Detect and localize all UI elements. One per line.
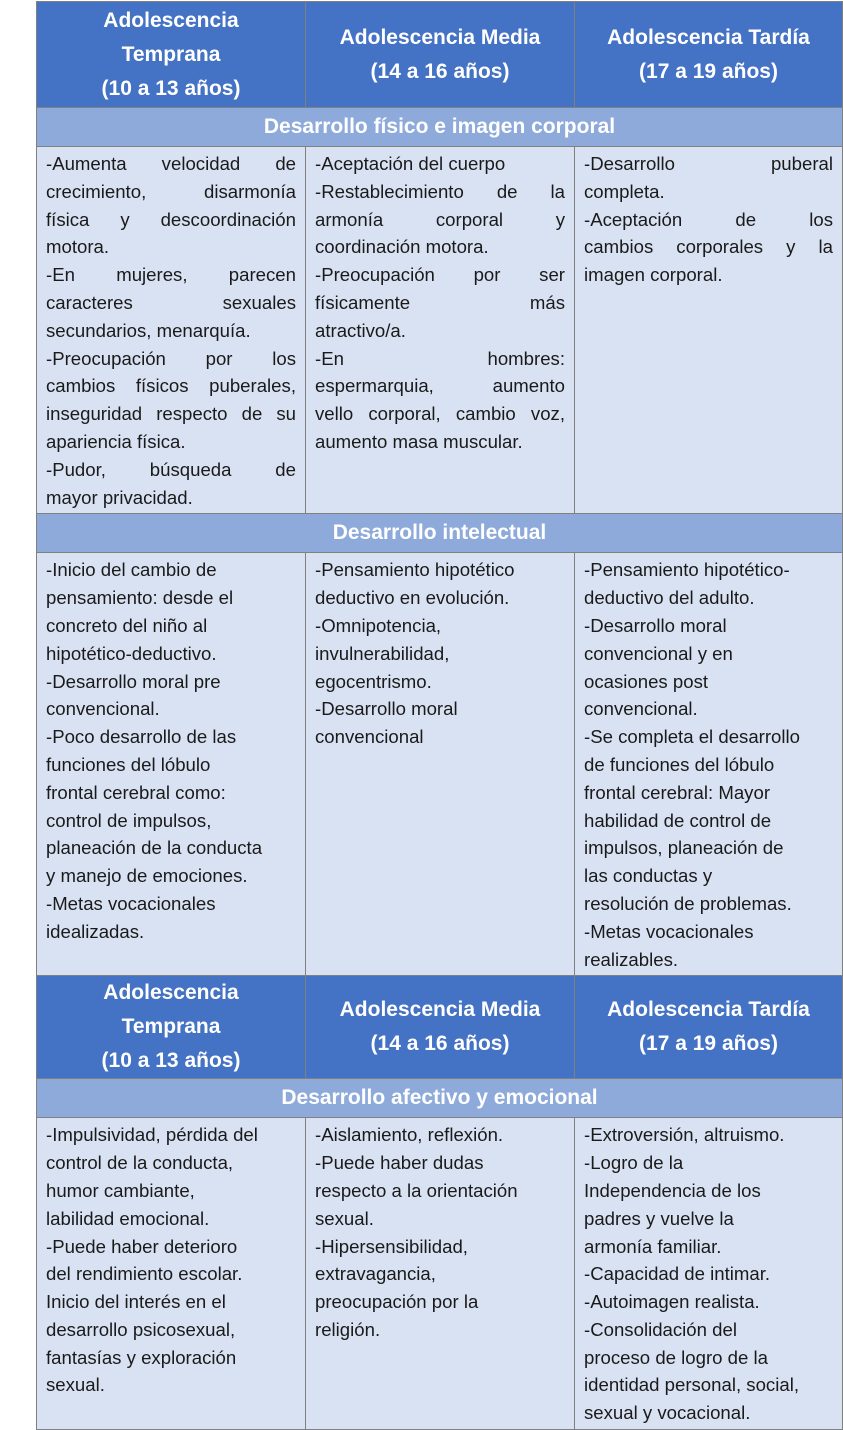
text-line: las conductas y bbox=[584, 865, 713, 887]
text-line: crecimiento, disarmonía bbox=[46, 180, 296, 202]
header-middle-repeat-line1: Adolescencia Media bbox=[339, 998, 541, 1022]
section-row-intellectual bbox=[37, 514, 843, 553]
header-middle-repeat-line2: (14 a 16 años) bbox=[370, 1032, 510, 1056]
text-line: deductivo en evolución. bbox=[315, 587, 510, 609]
header-early-line1: Adolescencia bbox=[103, 8, 239, 32]
text-line: -Aceptación de los bbox=[584, 208, 833, 230]
text-line: secundarios, menarquía. bbox=[46, 319, 251, 341]
header-early-line2: Temprana bbox=[121, 42, 221, 66]
header-middle bbox=[306, 2, 575, 108]
text-line: de funciones del lóbulo bbox=[584, 753, 775, 775]
text-line: cambios corporales y la bbox=[584, 236, 833, 258]
text-line: -Desarrollo moral bbox=[584, 614, 727, 636]
cell-intellectual-early bbox=[37, 553, 306, 976]
text-line: frontal cerebral como: bbox=[46, 781, 226, 803]
text-line: padres y vuelve la bbox=[584, 1207, 734, 1229]
text-line: -Restablecimiento de la bbox=[315, 180, 565, 202]
header-middle-line2: (14 a 16 años) bbox=[370, 59, 510, 83]
text-line: -Se completa el desarrollo bbox=[584, 726, 800, 748]
text-line: realizables. bbox=[584, 948, 679, 970]
text-line: armonía familiar. bbox=[584, 1235, 722, 1257]
header-late bbox=[575, 2, 843, 108]
text-line: -En hombres: bbox=[315, 347, 565, 369]
text-line: del rendimiento escolar. bbox=[46, 1263, 243, 1285]
text-line: funciones del lóbulo bbox=[46, 753, 211, 775]
text-line: -Aceptación del cuerpo bbox=[315, 153, 506, 174]
text-line: -Logro de la bbox=[584, 1152, 684, 1174]
text-line: -Pensamiento hipotético- bbox=[584, 559, 790, 581]
text-line: control de impulsos, bbox=[46, 809, 212, 831]
text-line: armonía corporal y bbox=[315, 208, 565, 230]
text-line: atractivo/a. bbox=[315, 319, 406, 341]
text-line: imagen corporal. bbox=[584, 264, 723, 286]
text-line: -Poco desarrollo de las bbox=[46, 726, 237, 748]
text-line: -Omnipotencia, bbox=[315, 614, 442, 636]
text-line: resolución de problemas. bbox=[584, 892, 792, 914]
header-row-repeat bbox=[37, 976, 843, 1079]
text-line: planeación de la conducta bbox=[46, 837, 263, 859]
text-line: -Puede haber dudas bbox=[315, 1152, 484, 1174]
header-late-repeat-line1: Adolescencia Tardía bbox=[607, 998, 810, 1022]
text-line: fantasías y exploración bbox=[46, 1346, 237, 1368]
section-title-intellectual: Desarrollo intelectual bbox=[37, 514, 843, 553]
text-line: invulnerabilidad, bbox=[315, 642, 450, 664]
text-line: -Aumenta velocidad de bbox=[46, 153, 296, 174]
text-line: control de la conducta, bbox=[46, 1152, 234, 1174]
header-row bbox=[37, 2, 843, 108]
section-row-physical bbox=[37, 108, 843, 147]
text-line: -Aislamiento, reflexión. bbox=[315, 1124, 504, 1146]
text-line: -En mujeres, parecen bbox=[46, 264, 296, 286]
text-line: completa. bbox=[584, 180, 665, 202]
text-line: -Hipersensibilidad, bbox=[315, 1235, 468, 1257]
header-early bbox=[37, 2, 306, 108]
header-middle-line1: Adolescencia Media bbox=[339, 25, 541, 49]
text-line: convencional. bbox=[584, 698, 698, 720]
text-line: pensamiento: desde el bbox=[46, 587, 234, 609]
header-early-repeat-line2: Temprana bbox=[121, 1015, 221, 1039]
cell-physical-early bbox=[37, 147, 306, 514]
text-line: -Extroversión, altruismo. bbox=[584, 1124, 785, 1146]
section-title-physical: Desarrollo físico e imagen corporal bbox=[37, 108, 843, 147]
text-line: -Metas vocacionales bbox=[46, 892, 216, 914]
text-line: -Preocupación por los bbox=[46, 347, 296, 369]
text-line: -Desarrollo puberal bbox=[584, 153, 833, 174]
text-line: egocentrismo. bbox=[315, 670, 432, 692]
cell-affective-early bbox=[37, 1118, 306, 1430]
cell-affective-late bbox=[575, 1118, 843, 1430]
text-line: Inicio del interés en el bbox=[46, 1291, 226, 1313]
text-line: -Consolidación del bbox=[584, 1318, 737, 1340]
text-line: -Desarrollo moral bbox=[315, 698, 458, 720]
text-line: -Puede haber deterioro bbox=[46, 1235, 238, 1257]
text-line: convencional bbox=[315, 726, 424, 748]
header-early-repeat-line1: Adolescencia bbox=[103, 981, 239, 1005]
text-line: vello corporal, cambio voz, bbox=[315, 403, 565, 425]
text-line: espermarquia, aumento bbox=[315, 375, 565, 397]
content-row-affective bbox=[37, 1118, 843, 1430]
section-row-affective bbox=[37, 1079, 843, 1118]
text-line: Independencia de los bbox=[584, 1179, 761, 1201]
text-line: -Pensamiento hipotético bbox=[315, 559, 515, 581]
text-line: físicamente más bbox=[315, 291, 565, 313]
text-line: frontal cerebral: Mayor bbox=[584, 781, 771, 803]
text-line: identidad personal, social, bbox=[584, 1374, 799, 1396]
text-line: concreto del niño al bbox=[46, 614, 208, 636]
text-line: mayor privacidad. bbox=[46, 486, 193, 508]
header-late-line2: (17 a 19 años) bbox=[639, 59, 778, 83]
text-line: ocasiones post bbox=[584, 670, 709, 692]
text-line: sexual. bbox=[315, 1207, 374, 1229]
text-line: extravagancia, bbox=[315, 1263, 436, 1285]
text-line: desarrollo psicosexual, bbox=[46, 1318, 236, 1340]
cell-affective-middle bbox=[306, 1118, 575, 1430]
header-late-line1: Adolescencia Tardía bbox=[607, 25, 810, 49]
text-line: deductivo del adulto. bbox=[584, 587, 755, 609]
text-line: -Autoimagen realista. bbox=[584, 1291, 760, 1313]
text-line: motora. bbox=[46, 236, 110, 258]
text-line: idealizadas. bbox=[46, 920, 145, 942]
cell-intellectual-middle bbox=[306, 553, 575, 976]
content-row-intellectual bbox=[37, 553, 843, 976]
text-line: apariencia física. bbox=[46, 430, 186, 452]
header-late-repeat bbox=[575, 976, 843, 1079]
text-line: humor cambiante, bbox=[46, 1179, 195, 1201]
text-line: inseguridad respecto de su bbox=[46, 403, 296, 425]
text-line: coordinación motora. bbox=[315, 236, 489, 258]
cell-physical-middle bbox=[306, 147, 575, 514]
cell-intellectual-late bbox=[575, 553, 843, 976]
text-line: física y descoordinación bbox=[46, 208, 296, 230]
header-late-repeat-line2: (17 a 19 años) bbox=[639, 1032, 778, 1056]
adolescence-table bbox=[36, 1, 843, 1430]
text-line: -Capacidad de intimar. bbox=[584, 1263, 771, 1285]
text-line: cambios físicos puberales, bbox=[46, 375, 296, 397]
text-line: -Desarrollo moral pre bbox=[46, 670, 221, 692]
text-line: -Preocupación por ser bbox=[315, 264, 565, 286]
text-line: sexual y vocacional. bbox=[584, 1402, 751, 1424]
header-early-repeat-line3: (10 a 13 años) bbox=[101, 1049, 241, 1073]
text-line: preocupación por la bbox=[315, 1291, 479, 1313]
section-title-affective: Desarrollo afectivo y emocional bbox=[37, 1079, 843, 1118]
text-line: convencional y en bbox=[584, 642, 733, 664]
text-line: sexual. bbox=[46, 1374, 105, 1396]
text-line: -Metas vocacionales bbox=[584, 920, 754, 942]
header-early-line3: (10 a 13 años) bbox=[101, 76, 241, 100]
text-line: caracteres sexuales bbox=[46, 291, 296, 313]
cell-physical-late bbox=[575, 147, 843, 514]
text-line: aumento masa muscular. bbox=[315, 430, 523, 452]
header-middle-repeat bbox=[306, 976, 575, 1079]
text-line: -Pudor, búsqueda de bbox=[46, 458, 296, 480]
text-line: hipotético-deductivo. bbox=[46, 642, 217, 664]
text-line: respecto a la orientación bbox=[315, 1179, 518, 1201]
text-line: y manejo de emociones. bbox=[46, 865, 248, 887]
text-line: convencional. bbox=[46, 698, 160, 720]
text-line: habilidad de control de bbox=[584, 809, 772, 831]
content-row-physical bbox=[37, 147, 843, 514]
text-line: proceso de logro de la bbox=[584, 1346, 768, 1368]
text-line: -Impulsividad, pérdida del bbox=[46, 1124, 258, 1146]
header-early-repeat bbox=[37, 976, 306, 1079]
text-line: labilidad emocional. bbox=[46, 1207, 210, 1229]
text-line: religión. bbox=[315, 1318, 381, 1340]
text-line: -Inicio del cambio de bbox=[46, 559, 217, 581]
text-line: impulsos, planeación de bbox=[584, 837, 784, 859]
